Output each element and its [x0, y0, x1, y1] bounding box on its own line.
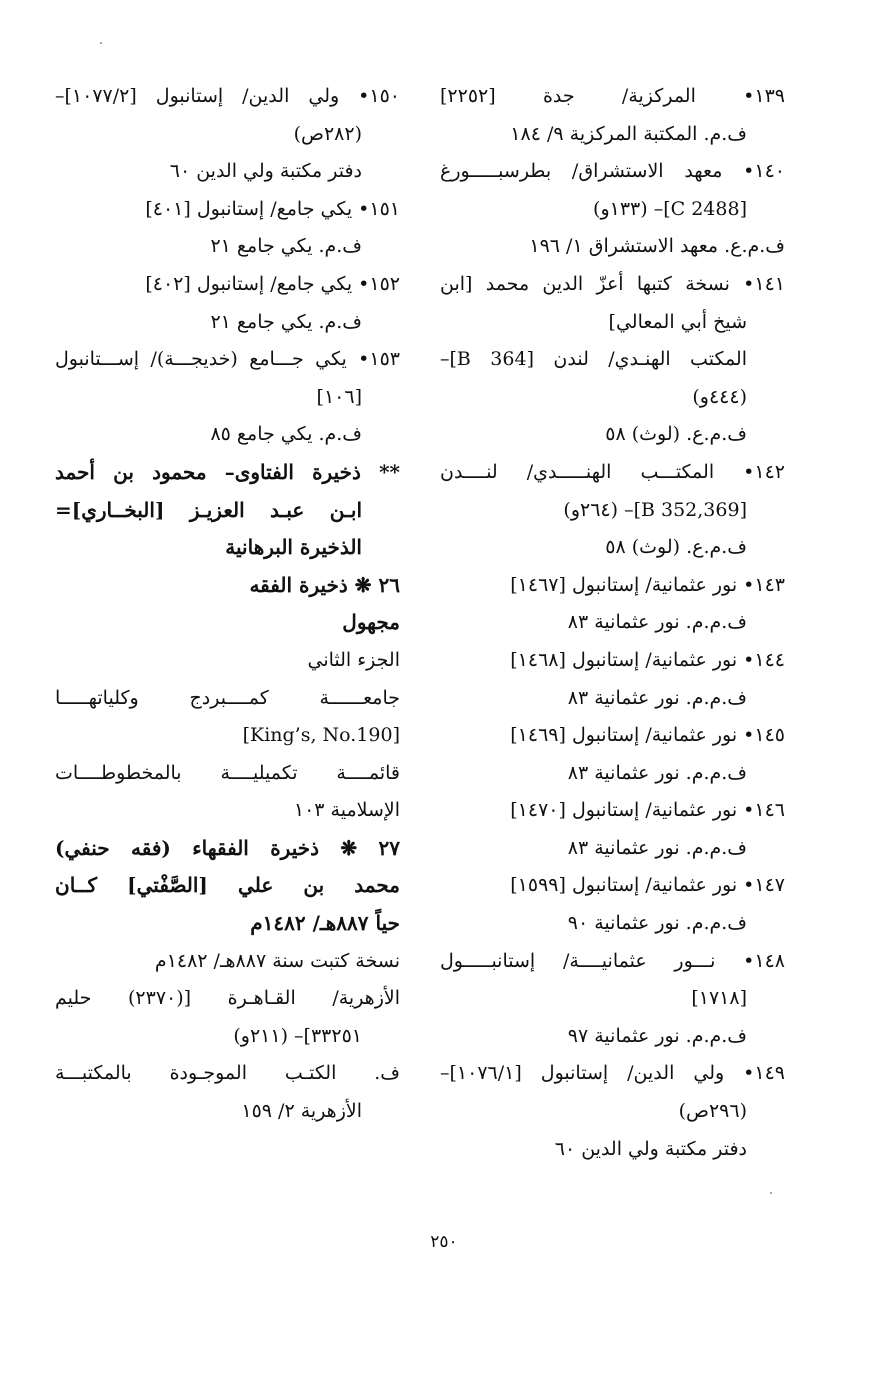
entry-146-line: ١٤٦• نور عثمانية/ إستانبول [١٤٧٠] — [510, 799, 785, 822]
reference-line: ف.م.م. نور عثمانية ٨٣ — [567, 611, 747, 634]
entry-142-line: ١٤٢• المكتـــب الهنـــــدي/ لنــــدن — [440, 460, 785, 483]
reference-line: ف.م.م. نور عثمانية ٨٣ — [567, 836, 747, 859]
page-number: ٢٥٠ — [430, 1232, 458, 1252]
entry-141-continuation: شيخ أبي المعالي] — [608, 310, 747, 333]
left-column — [55, 78, 400, 1131]
entry-144-line: ١٤٤• نور عثمانية/ إستانبول [١٤٦٨] — [510, 648, 785, 671]
shelfmark-line: [King’s, No.190] — [242, 724, 400, 747]
entry-151-line: ١٥١• يكي جامع/ إستانبول [٤٠١] — [145, 197, 400, 220]
title-heading-26: ٢٦ ❋ ذخيرة الفقه — [249, 572, 400, 597]
entry-140-line: ١٤٠• معهد الاستشراق/ بطرسبـــــورغ — [440, 160, 785, 183]
entry-145-line: ١٤٥• نور عثمانية/ إستانبول [١٤٦٩] — [510, 724, 785, 747]
library-line: جامعــــــة كمــــبردج وكلياتهـــــا — [55, 686, 400, 709]
scan-speck — [770, 1192, 772, 1194]
entry-147-line: ١٤٧• نور عثمانية/ إستانبول [١٥٩٩] — [510, 874, 785, 897]
scan-speck — [100, 42, 102, 44]
reference-line: ف.م. يكي جامع ٢١ — [210, 310, 362, 333]
entry-148-line: ١٤٨• نـــور عثمانيــــة/ إستانبـــــول — [440, 949, 785, 972]
entry-143-line: ١٤٣• نور عثمانية/ إستانبول [١٤٦٧] — [510, 573, 785, 596]
catalogue-line: قائمــــة تكميليــــة بالمخطوطــــات — [55, 761, 400, 784]
reference-line: دفتر مكتبة ولي الدين ٦٠ — [554, 1137, 747, 1160]
cross-reference-continuation: ابـن عبـد العزيـز [البخــاري]= — [55, 497, 362, 522]
shelfmark-line: [١٠٦] — [316, 385, 362, 408]
reference-line: ف.م.م. نور عثمانية ٨٣ — [567, 686, 747, 709]
copy-date-line: نسخة كتبت سنة ٨٨٧هـ/ ١٤٨٢م — [154, 949, 400, 972]
shelfmark-line: [١٧١٨] — [691, 987, 747, 1010]
reference-line: ف.م.م. نور عثمانية ٩٠ — [567, 912, 747, 935]
reference-line: ف.م.م. نور عثمانية ٩٧ — [567, 1024, 747, 1047]
volume-line: الجزء الثاني — [307, 648, 400, 671]
title-heading-27: ٢٧ ❋ ذخيرة الفقهاء (فقه حنفي) — [55, 835, 400, 860]
reference-line: ف.م.م. نور عثمانية ٨٣ — [567, 761, 747, 784]
shelfmark-line: [B 352,369]– (٢٦٤و) — [563, 498, 747, 521]
catalogue-continuation: الأزهرية ٢/ ١٥٩ — [241, 1100, 362, 1123]
folio-line: (٢٩٦ص) — [678, 1100, 747, 1123]
catalogue-line: ف. الكتـب الموجـودة بالمكتبـــة — [55, 1062, 400, 1085]
entry-152-line: ١٥٢• يكي جامع/ إستانبول [٤٠٢] — [145, 272, 400, 295]
reference-line: دفتر مكتبة ولي الدين ٦٠ — [169, 160, 362, 183]
author-line: محمد بن علي [الصَّفْتي] كــان — [55, 873, 400, 898]
reference-line: ف.م. يكي جامع ٨٥ — [210, 423, 362, 446]
library-line: المكتب الهنـدي/ لندن [B 364]– — [440, 348, 747, 371]
library-line: الأزهرية/ القـاهـرة [(٢٣٧٠) حليم — [55, 987, 400, 1010]
reference-line: ف.م.ع. (لوث) ٥٨ — [605, 536, 747, 559]
folio-line: (٤٤٤و) — [692, 385, 747, 408]
folio-line: (٢٨٢ص) — [293, 122, 362, 145]
author-line: مجهول — [342, 610, 400, 635]
shelfmark-line: ٣٣٢٥١]– (٢١١و) — [233, 1024, 362, 1047]
reference-line: ف.م. المكتبة المركزية ٩/ ١٨٤ — [510, 122, 747, 145]
reference-line: ف.م.ع. معهد الاستشراق ١/ ١٩٦ — [529, 235, 785, 258]
entry-149-line: ١٤٩• ولي الدين/ إستانبول [١٠٧٦/١]– — [440, 1062, 785, 1085]
shelfmark-line: [C 2488]– (١٣٣و) — [593, 197, 747, 220]
entry-141-line: ١٤١• نسخة كتبها أعزّ الدين محمد [ابن — [440, 272, 785, 295]
cross-reference-heading: ** ذخيرة الفتاوى– محمود بن أحمد — [55, 459, 400, 484]
right-column — [440, 78, 785, 1168]
entry-150-line: ١٥٠• ولي الدين/ إستانبول [١٠٧٧/٢]– — [55, 85, 400, 107]
reference-line: ف.م. يكي جامع ٢١ — [210, 235, 362, 258]
cross-reference-target: الذخيرة البرهانية — [225, 535, 362, 560]
catalogue-continuation: الإسلامية ١٠٣ — [293, 799, 400, 822]
entry-153-line: ١٥٣• يكي جـــامع (خديجـــة)/ إســـتانبول — [55, 348, 400, 371]
reference-line: ف.م.ع. (لوث) ٥٨ — [605, 423, 747, 446]
entry-139-line: ١٣٩• المركزية/ جدة [٢٢٥٢] — [440, 85, 785, 107]
author-dates-line: حياً ٨٨٧هـ/ ١٤٨٢م — [250, 911, 400, 936]
